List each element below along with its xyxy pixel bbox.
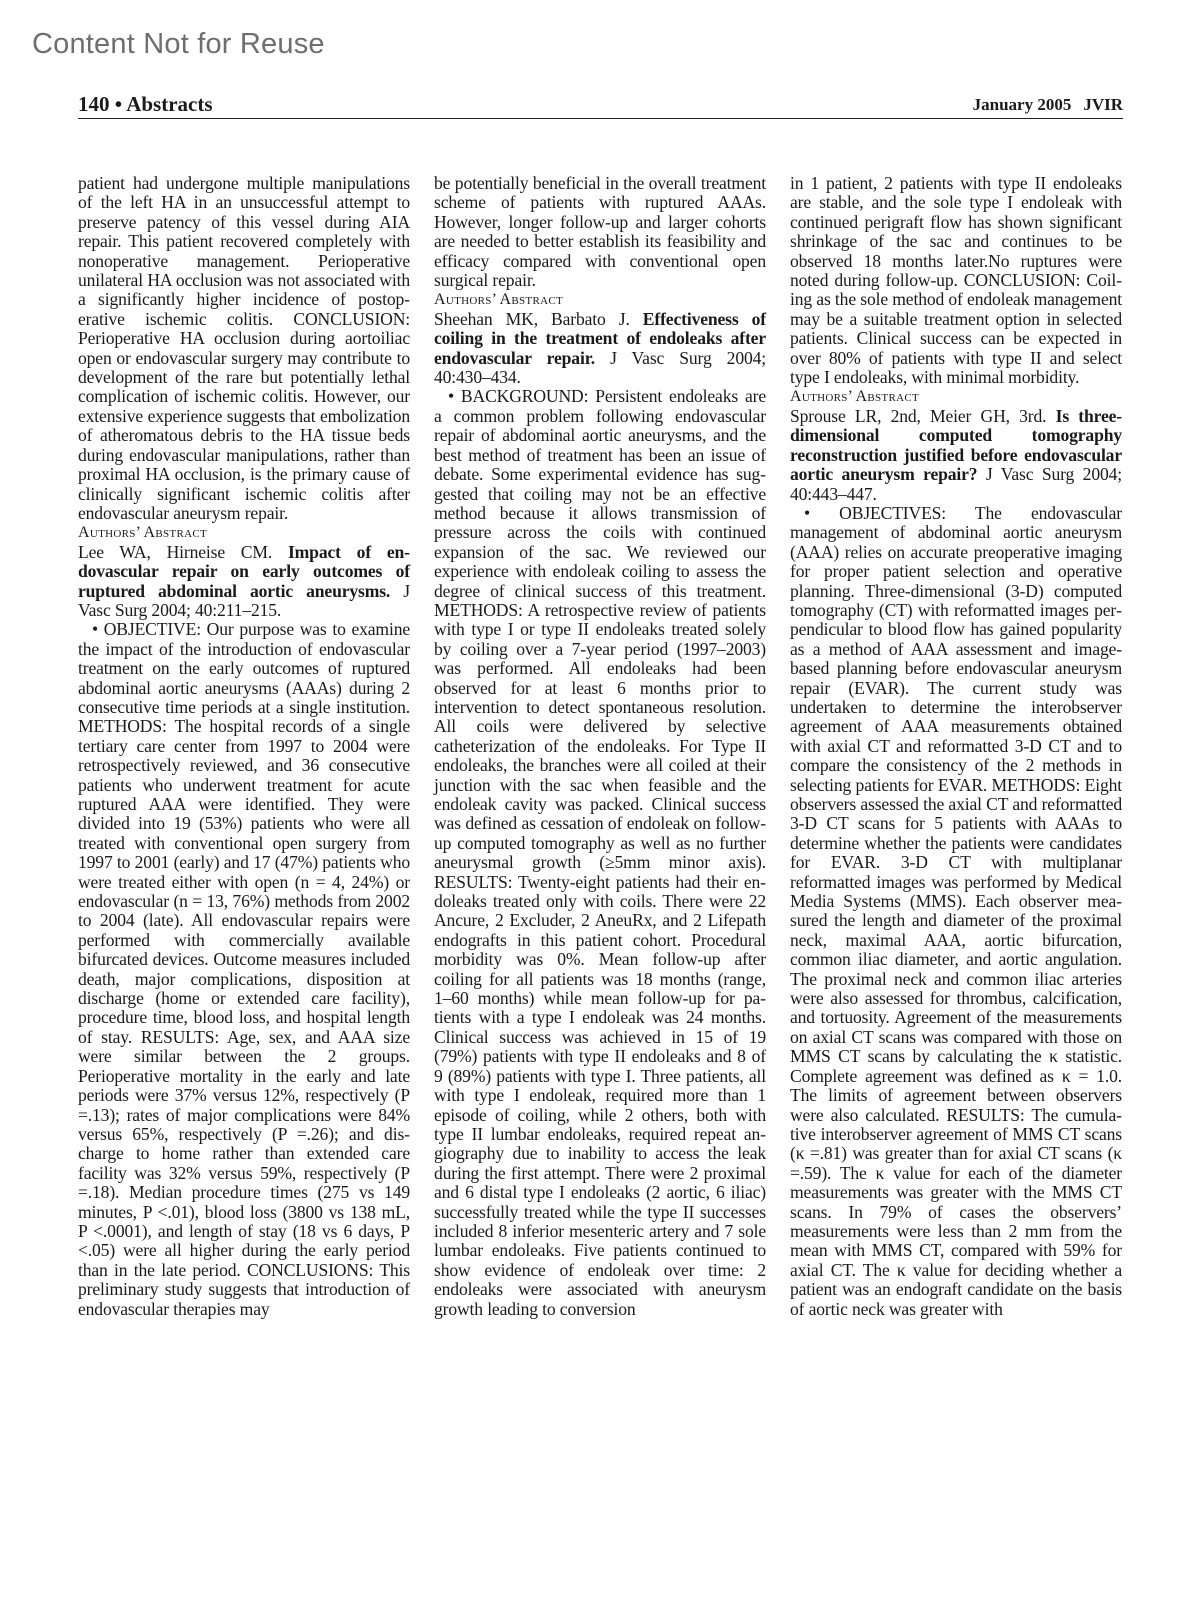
abstract-authors: Lee WA, Hirneise CM. — [78, 541, 273, 562]
column-3 — [790, 174, 1122, 1319]
journal-name: JVIR — [1083, 95, 1123, 114]
abstract-title: Effectiveness of coiling in the treatment of endoleaks after endovascular repair. — [434, 308, 766, 368]
abstract-reference: J Vasc Surg 2004; 40:211–215. — [78, 580, 410, 620]
abstract-signature: Authors’ Abstract — [434, 291, 563, 309]
abstract-reference: J Vasc Surg 2004; 40:443–447. — [790, 464, 1123, 504]
header-bullet: • — [114, 92, 123, 116]
abstract-title: Impact of endovascular repair on early outcomes of ruptured abdominal aortic aneurysms. — [78, 541, 411, 601]
abstract-citation — [790, 407, 1122, 504]
page-header-right — [973, 95, 1123, 115]
abstract-continuation: in 1 patient, 2 patients with type II endoleaks are stable, and the sole type I endoleak with continued perigraft flow has shown significant shrinkage of the sac and continues to be observed 18 months later.No ruptures were noted during follow-up. CONCLUSION: Coiling as the sole method of endoleak management may be a suitable treatment option in selected patients. Clinical success can be expected in over 80% of patients with type II and select type I endoleaks, with minimal morbidity. — [790, 173, 1122, 388]
abstract-citation — [434, 310, 766, 388]
section-title: Abstracts — [126, 92, 213, 116]
abstract-authors: Sheehan MK, Barbato J. — [434, 308, 630, 329]
column-1 — [78, 174, 410, 1319]
page-header-left — [78, 92, 213, 117]
abstract-continuation: be potentially beneficial in the overall treatment scheme of patients with ruptured AAAs. However, longer follow-up and larger cohorts are needed to better establish its feasibility and efficacy compared with conventional open surgical repair. — [434, 173, 766, 291]
abstract-signature: Authors’ Abstract — [78, 524, 207, 542]
abstract-body: • OBJECTIVE: Our purpose was to examine the impact of the introduction of endovascular treatment on the early outcomes of ruptured abdominal aortic aneurysms (AAAs) during 2 consecutive time periods at a single institution. METHODS: The hospital records of a single tertiary care center from 1997 to 2004 were retrospectively reviewed, and 36 consecutive patients who underwent treatment for acute ruptured AAA were identified. They were divided into 19 (53%) patients who were all treated with conventional open surgery from 1997 to 2001 (early) and 17 (47%) patients who were treated either with open (n = 4, 24%) or endovascular (n = 13, 76%) methods from 2002 to 2004 (late). All endovascular repairs were performed with commercially available bifurcated devices. Outcome measures included death, major complications, disposition at discharge (home or extended care facility), procedure time, blood loss, and hospital length of stay. RESULTS: Age, sex, and AAA size were similar between the 2 groups. Perioperative mortality in the early and late periods were 37% versus 12%, respectively (P =.13); rates of major complications were 84% versus 65%, respectively (P =.26); and discharge to home rather than extended care facility was 32% versus 59%, respectively (P =.18). Median procedure times (275 vs 149 minutes, P <.01), blood loss (3800 vs 138 mL, P <.0001), and length of stay (18 vs 6 days, P <.05) were all higher during the early period than in the late period. CONCLUSIONS: This preliminary study suggests that introduction of endovascular therapies may — [78, 619, 410, 1319]
page-number: 140 — [78, 92, 110, 116]
abstract-continuation: patient had undergone multiple manipulations of the left HA in an unsuccessful attempt to preserve patency of this vessel during AIA repair. This patient recovered completely with nonoperative management. Perioperative unilateral HA occlusion was not associated with a significantly higher incidence of postoperative ischemic colitis. CONCLUSION: Perioperative HA occlusion during aortoiliac open or endovascular surgery may contribute to development of the rare but potentially lethal complication of ischemic colitis. However, our extensive experience suggests that embolization of atheromatous debris to the HA tissue beds during endovascular manipulations, rather than proximal HA occlusion, is the primary cause of clinically significant ischemic colitis after endovascular aneurysm repair. — [78, 173, 410, 523]
column-2 — [434, 174, 766, 1319]
abstract-authors: Sprouse LR, 2nd, Meier GH, 3rd. — [790, 405, 1047, 426]
abstract-reference: J Vasc Surg 2004; 40:430–434. — [434, 347, 767, 388]
abstract-citation — [78, 543, 410, 621]
running-head — [78, 90, 1123, 119]
abstract-signature: Authors’ Abstract — [790, 388, 919, 406]
abstract-title: Is three-dimensional computed tomography reconstruction justified before endovascular aortic aneurysm repair? — [790, 405, 1123, 485]
issue-date: January 2005 — [972, 95, 1072, 114]
abstract-body: • BACKGROUND: Persistent endoleaks are a common problem following endovascular repair of abdominal aortic aneurysms, and the best method of treatment has been an issue of debate. Some experimental evidence has suggested that coiling may not be an effective method because it allows transmission of pressure across the coils with continued expansion of the sac. We reviewed our experience with endoleak coiling to assess the degree of clinical success of this treatment. METHODS: A retrospective review of patients with type I or type II endoleaks treated solely by coiling over a 7-year period (1997–2003) was performed. All endoleaks had been observed for at least 6 months prior to intervention to detect spontaneous resolution. All coils were delivered by selective catheterization of the endoleaks. For Type II endoleaks, the branches were all coiled at their junction with the sac when feasible and the endoleak cavity was packed. Clinical success was defined as cessation of endoleak on follow-up computed tomography as well as no further aneurysmal growth (≥5mm minor axis). RESULTS: Twenty-eight patients had their endoleaks treated only with coils. There were 22 Ancure, 2 Excluder, 2 AneuRx, and 2 Lifepath endografts in this patient cohort. Procedural morbidity was 0%. Mean follow-up after coiling for all patients was 18 months (range, 1–60 months) while mean follow-up for patients with a type I endoleak was 24 months. Clinical success was achieved in 15 of 19 (79%) patients with type II endoleaks and 8 of 9 (89%) patients with type I. Three patients, all with type I endoleak, required more than 1 episode of coiling, while 2 others, both with type II lumbar endoleaks, required repeat angiography due to inability to access the leak during the first attempt. There were 2 proximal and 6 distal type I endoleaks (2 aortic, 6 iliac) successfully treated while the type II successes included 8 inferior mesenteric artery and 7 sole lumbar endoleaks. Five patients continued to show evidence of endoleak over time: 2 endoleaks were associated with aneurysm growth leading to conversion — [434, 386, 766, 1319]
abstract-body: • OBJECTIVES: The endovascular management of abdominal aortic aneurysm (AAA) relies on accurate preoperative imaging for proper patient selection and operative planning. Three-dimensional (3-D) computed tomography (CT) with reformatted images perpendicular to blood flow has gained popularity as a method of AAA assessment and image-based planning before endovascular aneurysm repair (EVAR). The current study was undertaken to determine the interobserver agreement of AAA measurements obtained with axial CT and reformatted 3-D CT and to compare the consistency of the 2 methods in selecting patients for EVAR. METHODS: Eight observers assessed the axial CT and reformatted 3-D CT scans for 5 patients with AAAs to determine whether the patients were candidates for EVAR. 3-D CT with multiplanar reformatted images was performed by Medical Media Systems (MMS). Each observer measured the length and diameter of the proximal neck, maximal AAA, aortic bifurcation, common iliac diameter, and aortic angulation. The proximal neck and common iliac arteries were also assessed for thrombus, calcification, and tortuosity. Agreement of the measurements on axial CT scans was compared with those on MMS CT scans by calculating the κ statistic. Complete agreement was defined as κ = 1.0. The limits of agreement between observers were also calculated. RESULTS: The cumulative interobserver agreement of MMS CT scans (κ =.81) was greater than for axial CT scans (κ =.59). The κ value for each of the diameter measurements was greater with the MMS CT scans. In 79% of cases the observers’ measurements were less than 2 mm from the mean with MMS CT, compared with 59% for axial CT. The κ value for deciding whether a patient was an endograft candidate on the basis of aortic neck was greater with — [790, 502, 1122, 1319]
watermark: Content Not for Reuse — [32, 28, 325, 60]
